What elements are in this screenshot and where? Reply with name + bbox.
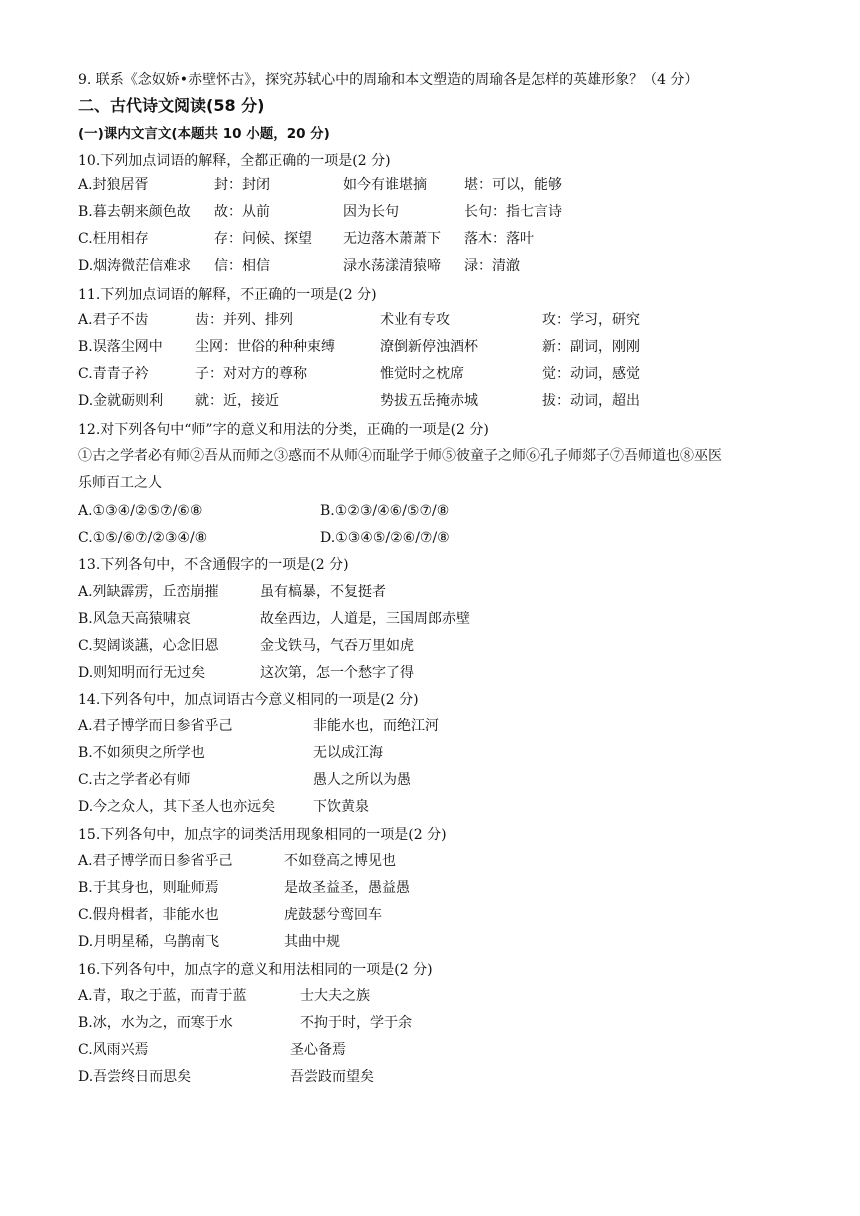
option-gloss: 新：副词，刚刚 [542, 339, 640, 355]
option-phrase: 金戈铁马，气吞万里如虎 [260, 638, 414, 654]
q13-option-c [78, 636, 838, 658]
option-phrase: B.于其身也，则耻师焉 [78, 880, 219, 896]
q15-option-c [78, 905, 838, 927]
option-phrase: 圣心备焉 [290, 1042, 346, 1058]
option-phrase: 士大夫之族 [300, 988, 370, 1004]
option-phrase: D.月明星稀，乌鹊南飞 [78, 934, 220, 950]
option-phrase: D.烟涛微茫信难求 [78, 258, 192, 274]
q13-option-d [78, 663, 838, 685]
option-gloss: 落木：落叶 [464, 231, 534, 247]
option-gloss: 长句：指七言诗 [464, 204, 562, 220]
question-12-text: ①古之学者必有师②吾从而师之③惑而不从师④而耻学于师⑤彼童子之师⑥孔子师郯子⑦吾师道也⑧巫医 [78, 448, 722, 464]
q15-option-d [78, 932, 838, 954]
option-phrase: 下饮黄泉 [313, 799, 369, 815]
option-gloss: 子：对对方的尊称 [195, 366, 307, 382]
option-phrase: B.误落尘网中 [78, 339, 163, 355]
question-16-stem: 16.下列各句中，加点字的意义和用法相同的一项是(2 分) [78, 962, 433, 978]
option-phrase: B.冰，水为之，而寒于水 [78, 1015, 233, 1031]
option-phrase: D.则知明而行无过矣 [78, 665, 206, 681]
option-phrase: A.君子博学而日参省乎己 [78, 853, 233, 869]
q11-option-c [78, 364, 838, 386]
option-phrase: C.契阔谈讌，心念旧恩 [78, 638, 219, 654]
q16-option-b [78, 1013, 838, 1035]
option-gloss: 封：封闭 [214, 177, 270, 193]
option-phrase: 虎鼓瑟兮鸾回车 [284, 907, 382, 923]
option-phrase: 如今有谁堪摘 [343, 177, 427, 193]
option-phrase: C.枉用相存 [78, 231, 149, 247]
q14-option-a [78, 716, 838, 738]
question-12-stem: 12.对下列各句中“师”字的意义和用法的分类，正确的一项是(2 分) [78, 422, 489, 438]
option-phrase: 不拘于时，学于余 [300, 1015, 412, 1031]
option-gloss: 信：相信 [214, 258, 270, 274]
q16-option-c [78, 1040, 838, 1062]
q11-option-d [78, 391, 838, 413]
option-c: C.①⑤/⑥⑦/②③④/⑧ [78, 530, 208, 546]
option-phrase: A.青，取之于蓝，而青于蓝 [78, 988, 247, 1004]
q10-option-c [78, 229, 838, 251]
question-15-stem: 15.下列各句中，加点字的词类活用现象相同的一项是(2 分) [78, 827, 447, 843]
option-gloss: 齿：并列、排列 [195, 312, 293, 328]
q10-option-a [78, 175, 838, 197]
option-phrase: A.列缺霹雳，丘峦崩摧 [78, 584, 219, 600]
option-phrase: B.暮去朝来颜色故 [78, 204, 191, 220]
option-b: B.①②③/④⑥/⑤⑦/⑧ [320, 503, 450, 519]
q13-option-b [78, 609, 838, 631]
option-gloss: 攻：学习，研究 [542, 312, 640, 328]
option-phrase: D.金就砺则利 [78, 393, 164, 409]
option-gloss: 堪：可以，能够 [464, 177, 562, 193]
option-phrase: 虽有槁暴，不复挺者 [260, 584, 386, 600]
option-a: A.①③④/②⑤⑦/⑥⑧ [78, 503, 203, 519]
option-phrase: B.不如须臾之所学也 [78, 745, 205, 761]
q13-option-a [78, 582, 838, 604]
option-phrase: 不如登高之博见也 [284, 853, 396, 869]
option-phrase: 吾尝跂而望矣 [290, 1069, 374, 1085]
q15-option-b [78, 878, 838, 900]
option-d: D.①③④⑤/②⑥/⑦/⑧ [320, 530, 450, 546]
q14-option-c [78, 770, 838, 792]
question-13-stem: 13.下列各句中，不含通假字的一项是(2 分) [78, 557, 349, 573]
option-phrase: 术业有专攻 [380, 312, 450, 328]
option-phrase: 无边落木萧萧下 [343, 231, 441, 247]
option-gloss: 存：问候、探望 [214, 231, 312, 247]
option-phrase: 无以成江海 [313, 745, 383, 761]
option-gloss: 就：近，接近 [195, 393, 279, 409]
question-11-stem: 11.下列加点词语的解释，不正确的一项是(2 分) [78, 287, 377, 303]
q11-option-b [78, 337, 838, 359]
option-gloss: 渌：清澈 [464, 258, 520, 274]
option-phrase: 故垒西边，人道是，三国周郎赤壁 [260, 611, 470, 627]
option-phrase: A.君子不齿 [78, 312, 149, 328]
option-phrase: 渌水荡漾清猿啼 [343, 258, 441, 274]
option-phrase: 愚人之所以为愚 [313, 772, 411, 788]
option-phrase: C.古之学者必有师 [78, 772, 191, 788]
option-gloss: 故：从前 [214, 204, 270, 220]
option-phrase: 其曲中规 [284, 934, 340, 950]
option-phrase: 因为长句 [343, 204, 399, 220]
option-phrase: A.封狼居胥 [78, 177, 149, 193]
option-phrase: 潦倒新停浊酒杯 [380, 339, 478, 355]
q15-option-a [78, 851, 838, 873]
option-gloss: 尘网：世俗的种种束缚 [195, 339, 335, 355]
q14-option-d [78, 797, 838, 819]
q16-option-a [78, 986, 838, 1008]
q12-options-cd [78, 528, 838, 550]
option-phrase: 是故圣益圣，愚益愚 [284, 880, 410, 896]
option-phrase: 这次第，怎一个愁字了得 [260, 665, 414, 681]
option-phrase: D.今之众人，其下圣人也亦远矣 [78, 799, 276, 815]
question-12-text: 乐师百工之人 [78, 475, 162, 491]
q14-option-b [78, 743, 838, 765]
question-10-stem: 10.下列加点词语的解释，全都正确的一项是(2 分) [78, 153, 391, 169]
q11-option-a [78, 310, 838, 332]
option-phrase: C.风雨兴焉 [78, 1042, 149, 1058]
subsection-heading: (一)课内文言文(本题共 10 小题，20 分) [78, 126, 330, 142]
option-phrase: 惟觉时之枕席 [380, 366, 464, 382]
q10-option-b [78, 202, 838, 224]
q16-option-d [78, 1067, 838, 1089]
question-9: 9. 联系《念奴娇•赤壁怀古》，探究苏轼心中的周瑜和本文塑造的周瑜各是怎样的英雄形象？（4 分） [78, 72, 699, 88]
option-phrase: C.假舟楫者，非能水也 [78, 907, 219, 923]
question-14-stem: 14.下列各句中，加点词语古今意义相同的一项是(2 分) [78, 692, 419, 708]
section-heading: 二、古代诗文阅读(58 分) [78, 96, 265, 115]
option-gloss: 觉：动词，感觉 [542, 366, 640, 382]
option-phrase: C.青青子衿 [78, 366, 149, 382]
option-phrase: D.吾尝终日而思矣 [78, 1069, 192, 1085]
option-phrase: 势拔五岳掩赤城 [380, 393, 478, 409]
option-phrase: B.风急天高猿啸哀 [78, 611, 191, 627]
q10-option-d [78, 256, 838, 278]
q12-options-ab [78, 501, 838, 523]
option-gloss: 拔：动词，超出 [542, 393, 640, 409]
option-phrase: A.君子博学而日参省乎己 [78, 718, 233, 734]
option-phrase: 非能水也，而绝江河 [313, 718, 439, 734]
